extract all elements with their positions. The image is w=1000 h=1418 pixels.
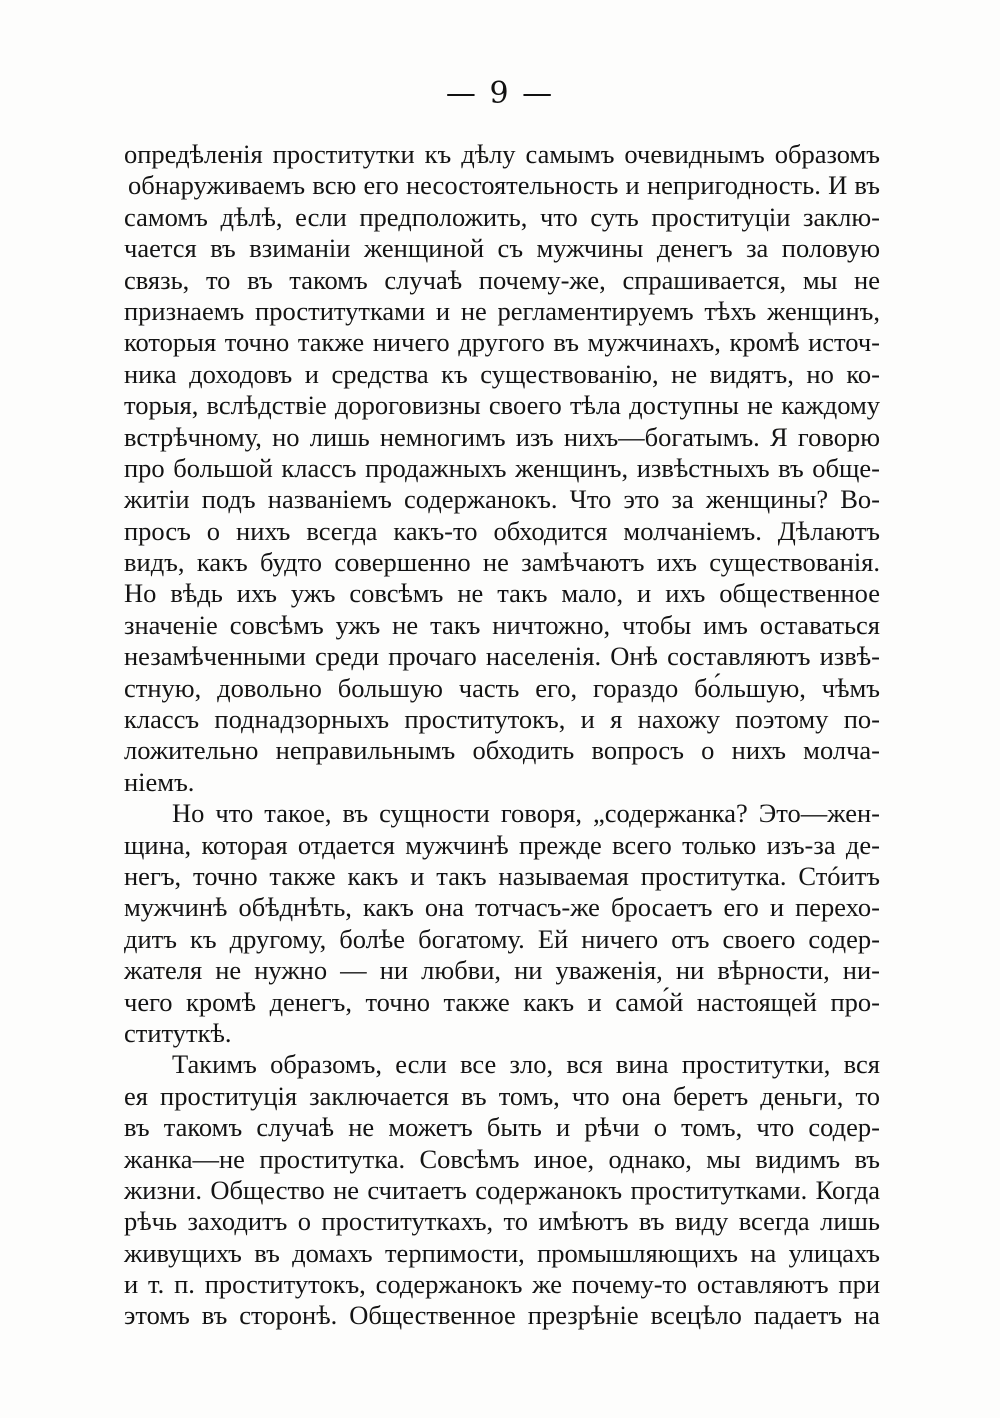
text-line: торыя, вслѣдствіе дороговизны своего тѣла доступны не каждому: [124, 390, 880, 421]
text-line: ложительно неправильнымъ обходить вопросъ о нихъ молча-: [124, 735, 880, 766]
page-number: — 9 —: [445, 76, 555, 111]
text-line: незамѣченными среди прочаго населенія. Онѣ составляютъ извѣ-: [124, 641, 880, 672]
text-line: ея проституція заключается въ томъ, что она беретъ деньги, то: [124, 1080, 880, 1111]
paragraph-start: Такимъ образомъ, если все зло, вся вина проститутки, вся: [172, 1049, 880, 1080]
text-line: живущихъ въ домахъ терпимости, промышляющихъ на улицахъ: [124, 1237, 880, 1268]
text-line: ника доходовъ и средства къ существованію, не видятъ, но ко-: [124, 358, 880, 389]
text-line: ніемъ.: [124, 766, 195, 797]
body-text: [124, 139, 880, 1332]
text-line: про большой классъ продажныхъ женщинъ, извѣстныхъ въ обще-: [124, 452, 880, 483]
text-line: видъ, какъ будто совершенно не замѣчаютъ ихъ существованія.: [124, 547, 880, 578]
text-line: жанка—не проститутка. Совсѣмъ иное, однако, мы видимъ въ: [124, 1143, 880, 1174]
text-line: значеніе совсѣмъ ужъ не такъ ничтожно, чтобы имъ оставаться: [124, 609, 880, 640]
text-line: самомъ дѣлѣ, если предположить, что суть проституціи заклю-: [124, 201, 880, 232]
text-line: мужчинѣ обѣднѣть, какъ она тотчасъ-же бросаетъ его и перехо-: [124, 892, 880, 923]
text-line: чается въ взиманіи женщиной съ мужчины денегъ за половую: [124, 233, 880, 264]
text-line: связь, то въ такомъ случаѣ почему-же, спрашивается, мы не: [124, 264, 880, 295]
text-line: Но вѣдь ихъ ужъ совсѣмъ не такъ мало, и ихъ общественное: [124, 578, 880, 609]
text-line: и т. п. проститутокъ, содержанокъ же почему-то оставляютъ при: [124, 1269, 880, 1300]
text-line: дитъ къ другому, болѣе богатому. Ей ничего отъ своего содер-: [124, 923, 880, 954]
text-line: негъ, точно также какъ и такъ называемая проститутка. Стóитъ: [124, 860, 880, 891]
text-line: которыя точно также ничего другого въ мужчинахъ, кромѣ источ-: [124, 327, 880, 358]
paragraph-start: Но что такое, въ сущности говоря, „содержанка? Это—жен-: [172, 798, 880, 829]
text-line: въ такомъ случаѣ не можетъ быть и рѣчи о томъ, что содер-: [124, 1112, 880, 1143]
text-line: щина, которая отдается мужчинѣ прежде всего только изъ-за де-: [124, 829, 880, 860]
text-line: жизни. Общество не считаетъ содержанокъ проститутками. Когда: [124, 1174, 880, 1205]
text-line: классъ поднадзорныхъ проститутокъ, и я нахожу поэтому по-: [124, 704, 880, 735]
text-line: этомъ въ сторонѣ. Общественное презрѣніе всецѣло падаетъ на: [124, 1300, 880, 1331]
text-line: встрѣчному, но лишь немногимъ изъ нихъ—богатымъ. Я говорю: [124, 421, 880, 452]
text-line: ституткѣ.: [124, 1017, 232, 1048]
text-line: рѣчь заходитъ о проституткахъ, то имѣютъ въ виду всегда лишь: [124, 1206, 880, 1237]
text-line: обнаруживаемъ всю его несостоятельность и непригодность. И въ: [128, 170, 880, 201]
text-line: признаемъ проститутками и не регламентируемъ тѣхъ женщинъ,: [124, 295, 880, 326]
text-line: жателя не нужно — ни любви, ни уваженія, ни вѣрности, ни-: [124, 955, 880, 986]
text-line: просъ о нихъ всегда какъ-то обходится молчаніемъ. Дѣлаютъ: [124, 515, 880, 546]
text-line: опредѣленія проститутки къ дѣлу самымъ очевиднымъ образомъ: [124, 139, 880, 169]
text-line: стную, довольно большую часть его, гораздо бо́льшую, чѣмъ: [124, 672, 880, 703]
text-line: чего кромѣ денегъ, точно также какъ и само́й настоящей про-: [124, 986, 880, 1017]
text-line: житіи подъ названіемъ содержанокъ. Что это за женщины? Во-: [124, 484, 880, 515]
